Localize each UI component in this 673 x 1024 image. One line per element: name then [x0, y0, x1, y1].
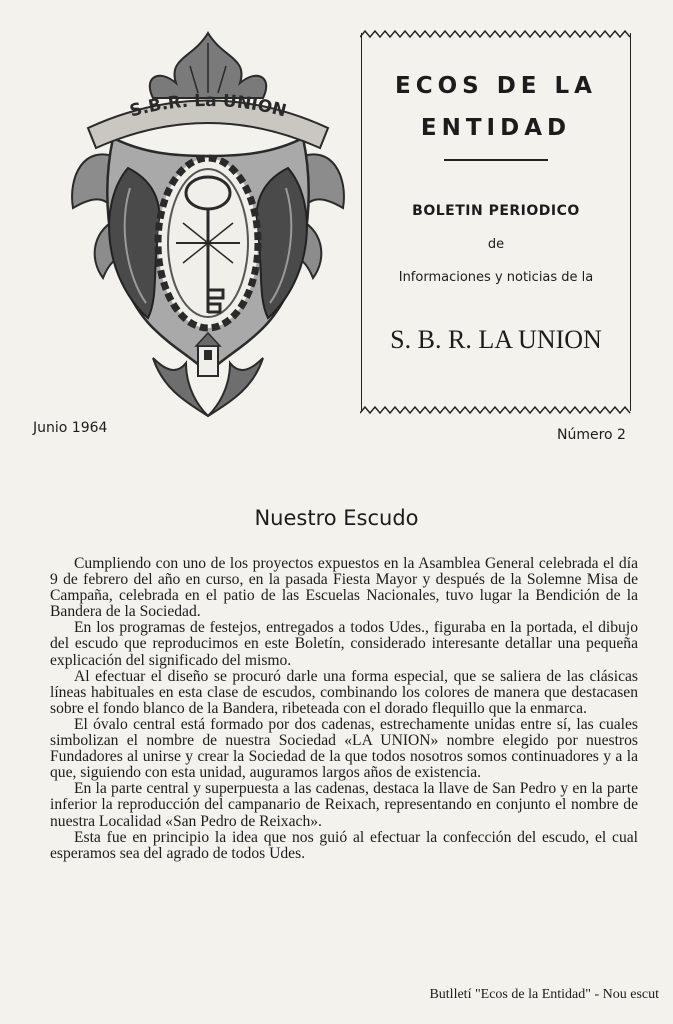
bottom-zigzag-border: [360, 405, 634, 415]
issue-date: Junio 1964: [33, 420, 108, 436]
masthead-connector: de: [487, 237, 505, 252]
article-paragraph: Al efectuar el diseño se procuró darle una forma especial, que se saliera de las clásicas líneas habituales en esta clase de escudos, combinando los colores de manera que destacasen sobre el fondo blanco de la Bandera, ribeteada con el dorado flequillo que la enmarca.: [50, 667, 638, 717]
article-paragraph: Esta fue en principio la idea que nos guió al efectuar la confección del escudo, el cual esperamos sea del agrado de todos Udes.: [50, 828, 638, 862]
masthead-society-name: S. B. R. LA UNION: [390, 325, 602, 354]
top-zigzag-border: [360, 29, 634, 39]
footer-caption: Butlletí "Ecos de la Entidad" - Nou escut: [429, 987, 659, 1002]
article-paragraph: En los programas de festejos, entregados a todos Udes., figuraba en la portada, el dibujo del escudo que reproducimos en este Boletín, considerado interesante detallar una pequeña explicación del significado del mismo.: [50, 619, 638, 669]
society-crest: [58, 28, 348, 418]
crest-right-scroll: [256, 168, 307, 318]
masthead-subtitle: BOLETIN PERIODICO: [412, 203, 580, 219]
masthead-title-line2: ENTIDAD: [420, 115, 572, 141]
issue-number: Número 2: [557, 427, 626, 443]
masthead-tagline: Informaciones y noticias de la: [398, 270, 594, 285]
crest-banner-text: S.B.R. La UNION: [127, 90, 289, 122]
article-body: [50, 556, 638, 862]
article-paragraph: El óvalo central está formado por dos cadenas, estrechamente unidas entre sí, las cuales simbolizan el nombre de nuestra Sociedad «LA UNION» nombre elegido por nuestros Fundadores al unirse y crear la Sociedad de la que todos nosotros somos continuadores y a la que, siguiendo con esta unidad, auguramos largos años de existencia.: [50, 715, 638, 782]
masthead-title-line1: ECOS DE LA: [395, 73, 597, 99]
crest-left-scroll: [109, 168, 160, 318]
article-paragraph: Cumpliendo con uno de los proyectos expuestos en la Asamblea General celebrada el día 9 de febrero del año en curso, en la pasada Fiesta Mayor y después de la Solemne Misa de Campaña, celebrada en el patio de las Escuelas Nacionales, tuvo lugar la Bendición de la Bandera de la Sociedad.: [50, 555, 638, 621]
article-title: Nuestro Escudo: [254, 506, 419, 530]
masthead-box: [361, 33, 631, 411]
masthead-divider: [444, 159, 548, 161]
article-paragraph: En la parte central y superpuesta a las cadenas, destaca la llave de San Pedro y en la parte inferior la reproducción del campanario de Reixach, representando en conjunto el nombre de nuestra Localidad «San Pedro de Reixach».: [50, 780, 638, 830]
